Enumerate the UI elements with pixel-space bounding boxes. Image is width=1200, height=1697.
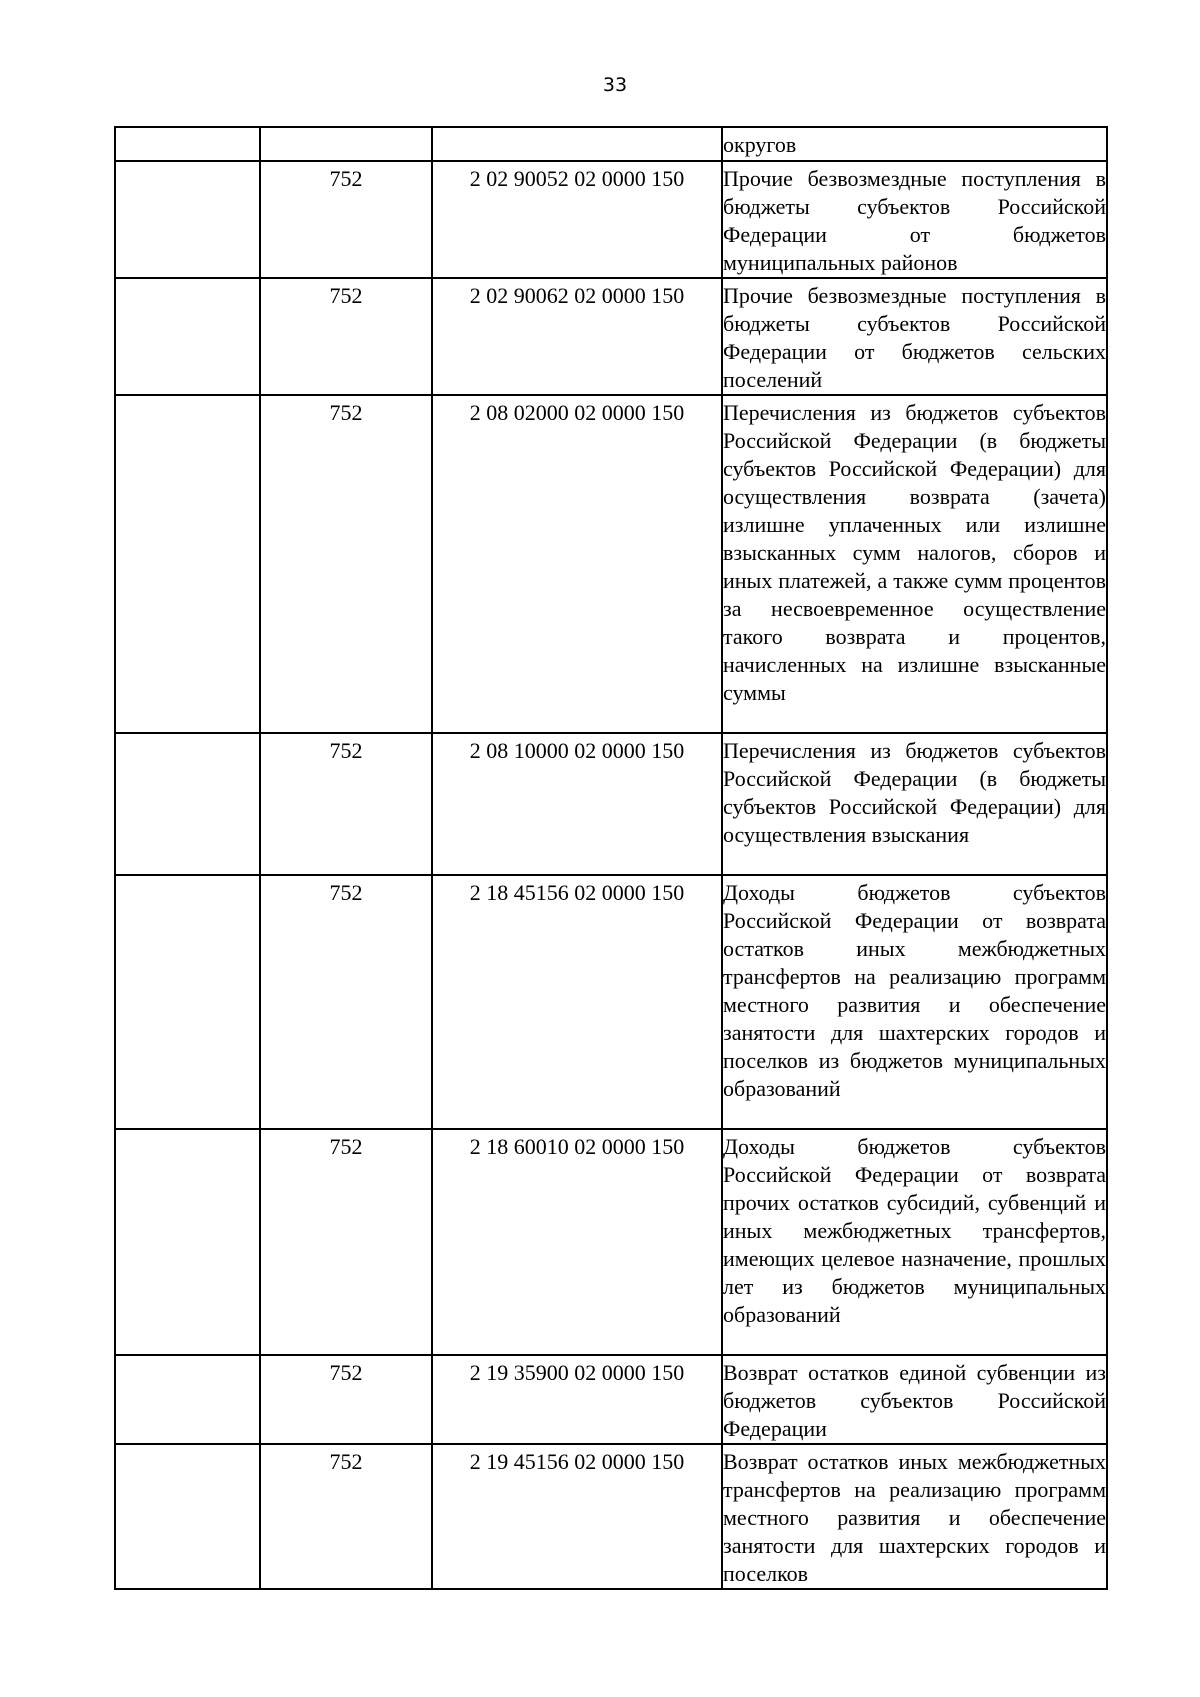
budget-code-cell: 2 02 90062 02 0000 150 (432, 278, 722, 395)
budget-code-cell: 2 08 02000 02 0000 150 (432, 395, 722, 733)
table-row (115, 875, 1107, 1129)
blank-cell (115, 733, 260, 875)
description-cell: Возврат остатков единой субвенции из бюджетов субъектов Российской Федерации (722, 1355, 1107, 1444)
admin-code-cell: 752 (260, 278, 432, 395)
admin-code-cell: 752 (260, 1355, 432, 1444)
blank-cell (115, 127, 260, 161)
budget-code-cell: 2 18 60010 02 0000 150 (432, 1129, 722, 1355)
description-cell: Доходы бюджетов субъектов Российской Федерации от возврата прочих остатков субсидий, субвенций и иных межбюджетных трансфертов, имеющих целевое назначение, прошлых лет из бюджетов муниципальных образований (722, 1129, 1107, 1355)
blank-cell (115, 161, 260, 278)
admin-code-cell: 752 (260, 733, 432, 875)
blank-cell (115, 1355, 260, 1444)
table-row (115, 1355, 1107, 1444)
blank-cell (115, 1129, 260, 1355)
blank-cell (115, 1444, 260, 1589)
admin-code-cell: 752 (260, 1129, 432, 1355)
description-cell: Перечисления из бюджетов субъектов Российской Федерации (в бюджеты субъектов Российской Федерации) для осуществления взыскания (722, 733, 1107, 875)
admin-code-cell: 752 (260, 161, 432, 278)
budget-code-cell (432, 127, 722, 161)
table-row (115, 161, 1107, 278)
table-row (115, 278, 1107, 395)
admin-code-cell: 752 (260, 1444, 432, 1589)
admin-code-cell (260, 127, 432, 161)
table-row (115, 395, 1107, 733)
blank-cell (115, 278, 260, 395)
table-row (115, 1129, 1107, 1355)
description-cell: Возврат остатков иных межбюджетных трансфертов на реализацию программ местного развития и обеспечение занятости для шахтерских городов и поселков (722, 1444, 1107, 1589)
budget-code-cell: 2 02 90052 02 0000 150 (432, 161, 722, 278)
blank-cell (115, 395, 260, 733)
budget-code-cell: 2 08 10000 02 0000 150 (432, 733, 722, 875)
blank-cell (115, 875, 260, 1129)
budget-code-cell: 2 18 45156 02 0000 150 (432, 875, 722, 1129)
description-cell: Перечисления из бюджетов субъектов Российской Федерации (в бюджеты субъектов Российской Федерации) для осуществления возврата (зачета) излишне уплаченных или излишне взысканных сумм налогов, сборов и иных платежей, а также сумм процентов за несвоевременное осуществление такого возврата и процентов, начисленных на излишне взысканные суммы (722, 395, 1107, 733)
page-number: 33 (602, 74, 628, 96)
table-row (115, 1444, 1107, 1589)
description-cell: округов (722, 127, 1107, 161)
budget-code-cell: 2 19 45156 02 0000 150 (432, 1444, 722, 1589)
admin-code-cell: 752 (260, 875, 432, 1129)
description-cell: Доходы бюджетов субъектов Российской Федерации от возврата остатков иных межбюджетных трансфертов на реализацию программ местного развития и обеспечение занятости для шахтерских городов и поселков из бюджетов муниципальных образований (722, 875, 1107, 1129)
table-row (115, 127, 1107, 161)
budget-classification-table (114, 126, 1108, 1590)
table-row (115, 733, 1107, 875)
budget-code-cell: 2 19 35900 02 0000 150 (432, 1355, 722, 1444)
description-cell: Прочие безвозмездные поступления в бюджеты субъектов Российской Федерации от бюджетов муниципальных районов (722, 161, 1107, 278)
description-cell: Прочие безвозмездные поступления в бюджеты субъектов Российской Федерации от бюджетов сельских поселений (722, 278, 1107, 395)
admin-code-cell: 752 (260, 395, 432, 733)
